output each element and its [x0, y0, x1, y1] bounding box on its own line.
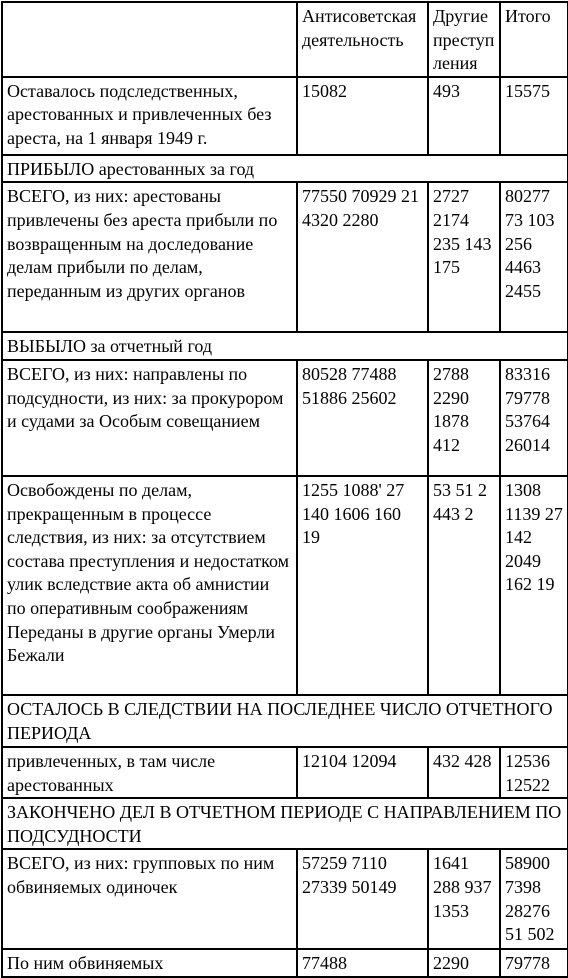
anti-soviet-value: 15082 — [297, 77, 428, 155]
section-row — [2, 332, 568, 360]
anti-soviet-value: 12104 12094 — [297, 747, 428, 798]
row-label: привлеченных, в там числе арестованных — [2, 747, 297, 798]
other-crimes-value: 2290 — [428, 949, 500, 977]
row-label: Оставалось подследственных, арестованных и привлеченных без ареста, на 1 января 1949 г. — [2, 77, 297, 155]
anti-soviet-value: 57259 7110 27339 50149 — [297, 849, 428, 949]
table-row — [2, 77, 568, 155]
header-empty-cell — [2, 2, 297, 77]
other-crimes-value: 493 — [428, 77, 500, 155]
statistics-table — [1, 1, 568, 978]
total-value: 83316 79778 53764 26014 — [500, 360, 568, 476]
row-label: По ним обвиняемых — [2, 949, 297, 977]
row-label: ВСЕГО, из них: групповых по ним обвиняемых одиночек — [2, 849, 297, 949]
row-label: ВСЕГО, из них: арестованы привлечены без ареста прибыли по возвращенным на доследование делам прибыли по делам, переданным из других органов — [2, 182, 297, 332]
section-row — [2, 798, 568, 849]
total-value: 15575 — [500, 77, 568, 155]
other-crimes-value: 432 428 — [428, 747, 500, 798]
section-heading: ПРИБЫЛО арестованных за год — [2, 155, 568, 183]
header-row — [2, 2, 568, 77]
total-value: 12536 12522 — [500, 747, 568, 798]
other-crimes-value: 53 51 2 443 2 — [428, 476, 500, 695]
total-value: 58900 7398 28276 51 502 — [500, 849, 568, 949]
table-row — [2, 747, 568, 798]
section-heading: ОСТАЛОСЬ В СЛЕДСТВИИ НА ПОСЛЕДНЕЕ ЧИСЛО ОТЧЕТНОГО ПЕРИОДА — [2, 695, 568, 747]
table-row — [2, 949, 568, 977]
header-other-crimes: Другие преступления — [428, 2, 500, 77]
table-row — [2, 360, 568, 476]
table-row — [2, 849, 568, 949]
anti-soviet-value: 77488 — [297, 949, 428, 977]
header-total: Итого — [500, 2, 568, 77]
row-label: Освобождены по делам, прекращенным в процессе следствия, из них: за отсутствием состава преступления и недостатком улик вследствие акта об амнистии по оперативным соображениям Переданы в другие органы Умерли Бежали — [2, 476, 297, 695]
other-crimes-value: 2788 2290 1878 412 — [428, 360, 500, 476]
anti-soviet-value: 77550 70929 21 4320 2280 — [297, 182, 428, 332]
table-row — [2, 182, 568, 332]
other-crimes-value: 1641 288 937 1353 — [428, 849, 500, 949]
header-anti-soviet: Антисоветская деятельность — [297, 2, 428, 77]
other-crimes-value: 2727 2174 235 143 175 — [428, 182, 500, 332]
total-value: 80277 73 103 256 4463 2455 — [500, 182, 568, 332]
total-value: 1308 1139 27 142 2049 162 19 — [500, 476, 568, 695]
section-heading: ВЫБЫЛО за отчетный год — [2, 332, 568, 360]
section-row — [2, 155, 568, 183]
section-row — [2, 695, 568, 747]
row-label: ВСЕГО, из них: направлены по подсудности, из них: за прокурором и судами за Особым совещанием — [2, 360, 297, 476]
section-heading: ЗАКОНЧЕНО ДЕЛ В ОТЧЕТНОМ ПЕРИОДЕ С НАПРАВЛЕНИЕМ ПО ПОДСУДНОСТИ — [2, 798, 568, 849]
anti-soviet-value: 80528 77488 51886 25602 — [297, 360, 428, 476]
total-value: 79778 — [500, 949, 568, 977]
table-row — [2, 476, 568, 695]
anti-soviet-value: 1255 1088' 27 140 1606 160 19 — [297, 476, 428, 695]
